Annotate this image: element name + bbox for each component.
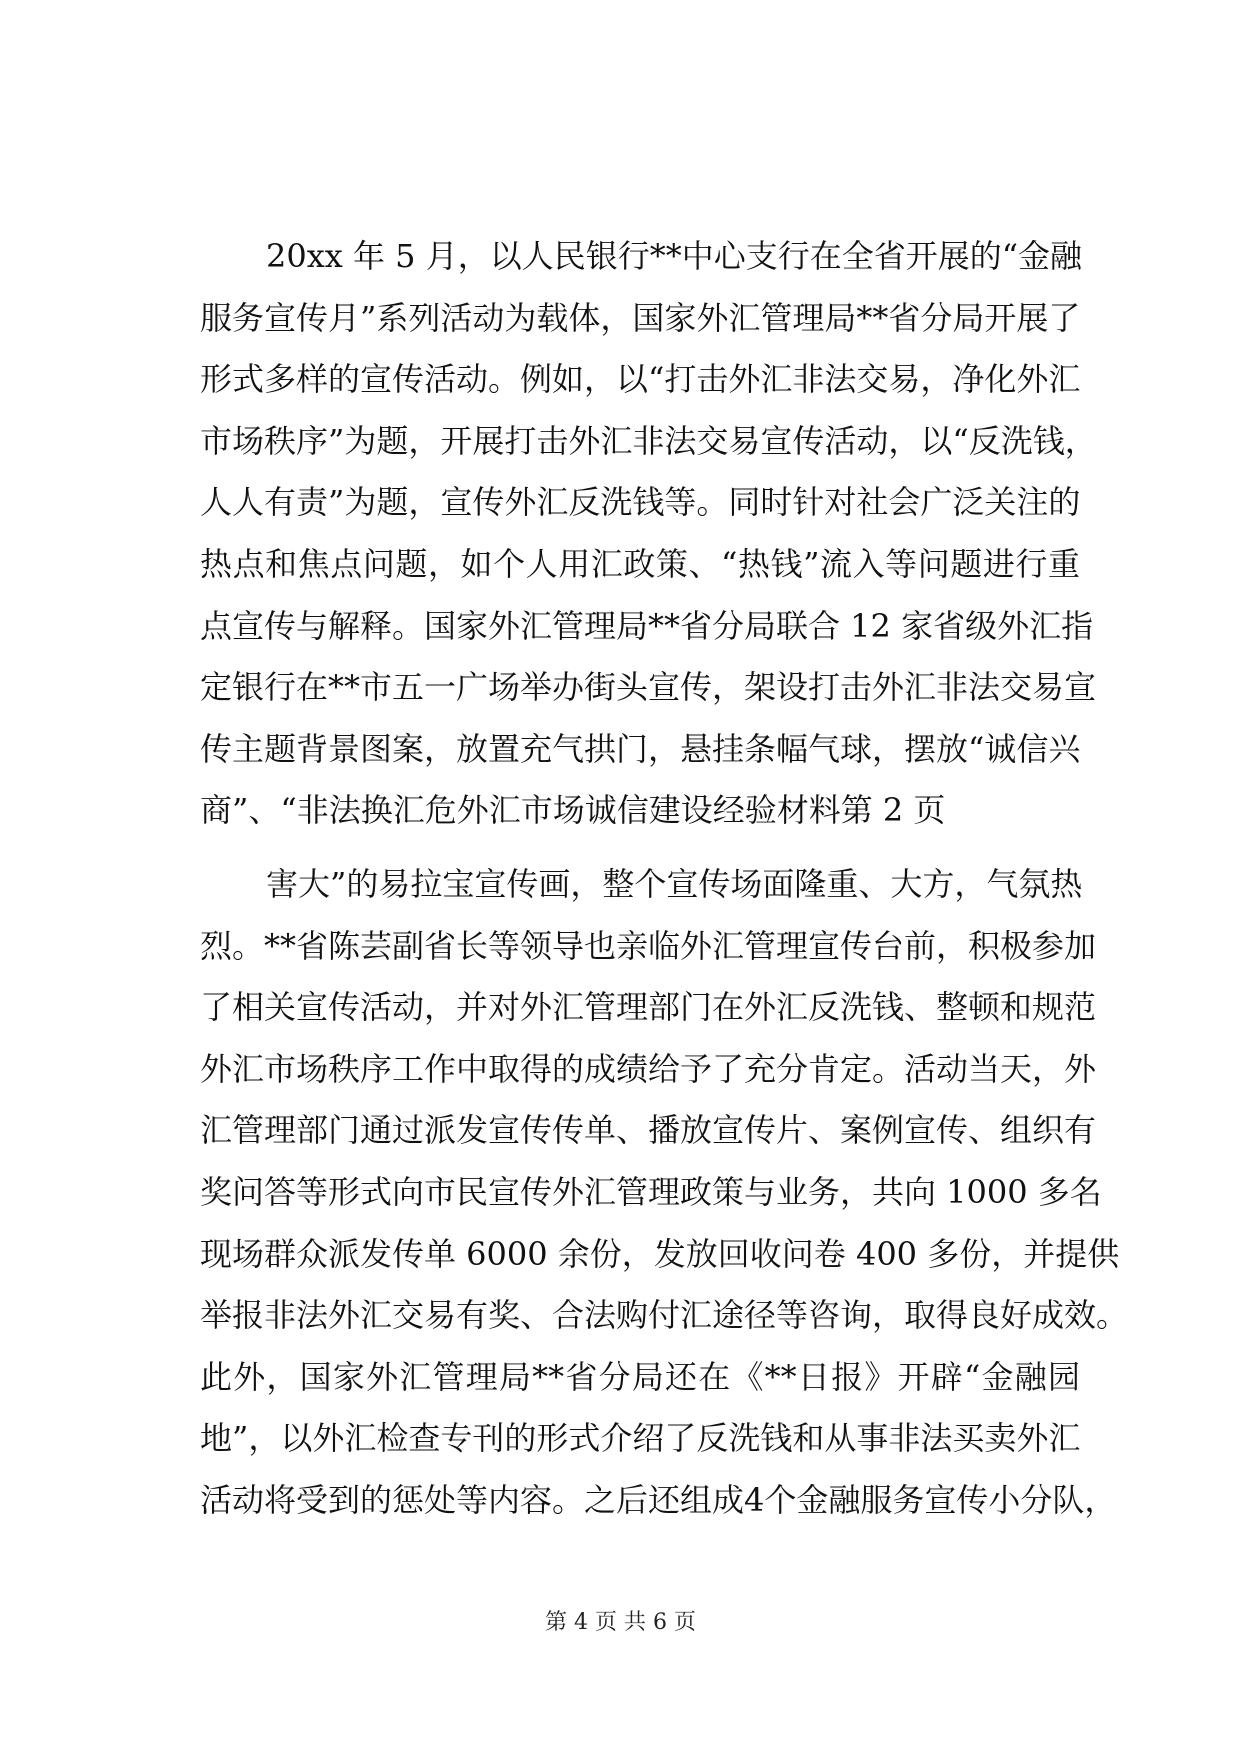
text-line: 汇管理部门通过派发宣传传单、播放宣传片、案例宣传、组织有 xyxy=(200,1111,1097,1150)
text-line: 外汇市场秩序工作中取得的成绩给予了充分肯定。活动当天，外 xyxy=(200,1049,1097,1088)
page-footer xyxy=(0,1608,1241,1638)
text-line: 传主题背景图案，放置充气拱门，悬挂条幅气球，摆放“诚信兴 xyxy=(200,729,1081,768)
text-line: 市场秩序”为题，开展打击外汇非法交易宣传活动，以“反洗钱， xyxy=(200,421,1097,460)
text-line: 举报非法外汇交易有奖、合法购付汇途径等咨询，取得良好成效。 xyxy=(200,1296,1129,1335)
text-line: 人人有责”为题，宣传外汇反洗钱等。同时针对社会广泛关注的 xyxy=(200,483,1081,522)
text-line: 形式多样的宣传活动。例如，以“打击外汇非法交易，净化外汇 xyxy=(200,360,1081,399)
text-line: 服务宣传月”系列活动为载体，国家外汇管理局**省分局开展了 xyxy=(200,298,1081,337)
text-line: 定银行在**市五一广场举办街头宣传，架设打击外汇非法交易宣 xyxy=(200,668,1097,707)
text-line: 点宣传与解释。国家外汇管理局**省分局联合 12 家省级外汇指 xyxy=(200,606,1094,645)
text-line: 20xx 年 5 月，以人民银行**中心支行在全省开展的“金融 xyxy=(266,237,1083,275)
paragraph-1 xyxy=(200,226,1097,842)
text-line: 商”、“非法换汇危外汇市场诚信建设经验材料第 2 页 xyxy=(200,791,946,830)
text-line: 地”，以外汇检查专刊的形式介绍了反洗钱和从事非法买卖外汇 xyxy=(200,1419,1081,1458)
text-line: 烈。**省陈芸副省长等领导也亲临外汇管理宣传台前，积极参加 xyxy=(200,926,1097,965)
text-line: 现场群众派发传单 6000 余份，发放回收问卷 400 多份，并提供 xyxy=(200,1234,1120,1273)
document-body xyxy=(200,226,1129,1531)
text-line: 了相关宣传活动，并对外汇管理部门在外汇反洗钱、整顿和规范 xyxy=(200,988,1097,1027)
paragraph-gap xyxy=(200,842,1080,854)
text-line: 此外，国家外汇管理局**省分局还在《**日报》开辟“金融园 xyxy=(200,1357,1080,1396)
page-number-label: 第 4 页 共 6 页 xyxy=(545,1610,696,1635)
text-line: 害大”的易拉宝宣传画，整个宣传场面隆重、大方，气氛热 xyxy=(266,864,1083,903)
text-line: 热点和焦点问题，如个人用汇政策、“热钱”流入等问题进行重 xyxy=(200,544,1080,583)
text-line: 奖问答等形式向市民宣传外汇管理政策与业务，共向 1000 多名 xyxy=(200,1172,1102,1211)
text-line: 活动将受到的惩处等内容。之后还组成4个金融服务宣传小分队， xyxy=(200,1480,1117,1519)
paragraph-2 xyxy=(200,854,1129,1532)
